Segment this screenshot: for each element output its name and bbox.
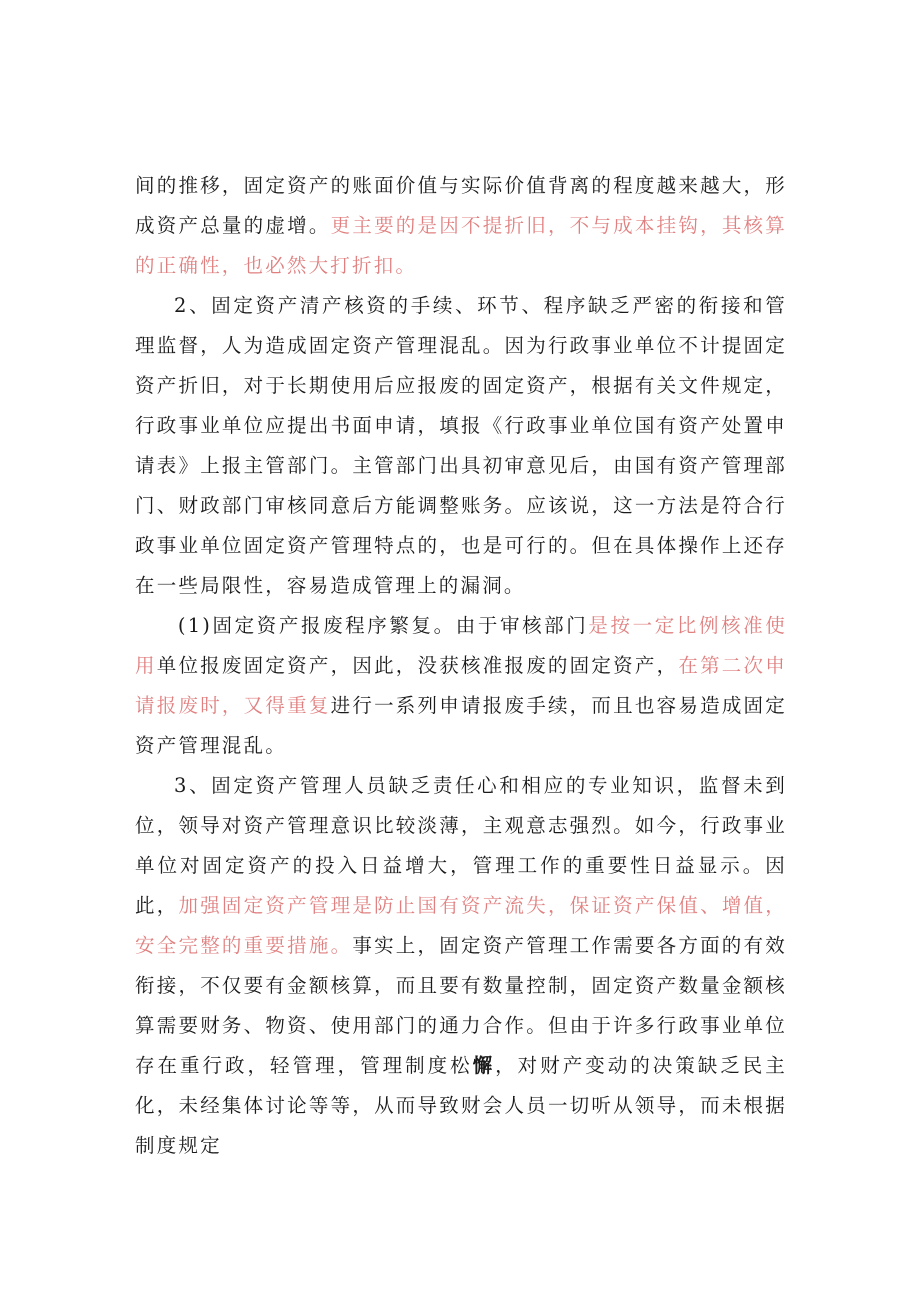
highlighted-text-segment: 是按一定比例核准使用	[135, 614, 787, 677]
paragraph-point-3	[135, 766, 787, 1166]
paragraph-point-2	[135, 286, 787, 606]
bold-text-segment: 懈	[472, 1054, 496, 1077]
text-segment: 事实上，固定资产管理工作需要各方面的有效衔接，不仅要有金额核算，而且要有数量控制，固定资产数量金额核算需要财务、物资、使用部门的通力合作。但由于许多行政事业单位存在重行政，轻管理，管理制度松	[135, 934, 787, 1077]
paragraph-continuation	[135, 166, 787, 286]
text-segment: 3、固定资产管理人员缺乏责任心和相应的专业知识，监督未到位，领导对资产管理意识比较淡薄，主观意志强烈。如今，行政事业单位对固定资产的投入日益增大，管理工作的重要性日益显示。因此，	[135, 774, 787, 917]
highlighted-text-segment: 加强固定资产管理是防止国有资产流失，保证资产保值、增值，安全完整的重要措施。	[135, 894, 787, 957]
text-segment: 进行一系列申请报废手续，而且也容易造成固定资产管理混乱。	[135, 694, 787, 757]
text-segment: 间的推移，固定资产的账面价值与实际价值背离的程度越来越大，形成资产总量的虚增。	[135, 174, 787, 237]
text-segment: 单位报废固定资产，因此，没获核准报废的固定资产，	[156, 654, 679, 677]
document-body	[135, 166, 787, 1166]
text-segment: (1)固定资产报废程序繁复。由于审核部门	[177, 614, 589, 637]
paragraph-subpoint-1	[135, 606, 787, 766]
text-segment: 2、固定资产清产核资的手续、环节、程序缺乏严密的衔接和管理监督，人为造成固定资产管理混乱。因为行政事业单位不计提固定资产折旧，对于长期使用后应报废的固定资产，根据有关文件规定，行政事业单位应提出书面申请，填报《行政事业单位国有资产处置申请表》上报主管部门。主管部门出具初审意见后，由国有资产管理部门、财政部门审核同意后方能调整账务。应该说，这一方法是符合行政事业单位固定资产管理特点的，也是可行的。但在具体操作上还存在一些局限性，容易造成管理上的漏洞。	[135, 294, 787, 597]
highlighted-text-segment: 更主要的是因不提折旧，不与成本挂钩，其核算的正确性，也必然大打折扣。	[135, 214, 787, 277]
highlighted-text-segment: 在第二次申请报废时，又得重复	[135, 654, 787, 717]
text-segment: ，对财产变动的决策缺乏民主化，未经集体讨论等等，从而导致财会人员一切听从领导，而未根据制度规定	[135, 1054, 787, 1157]
